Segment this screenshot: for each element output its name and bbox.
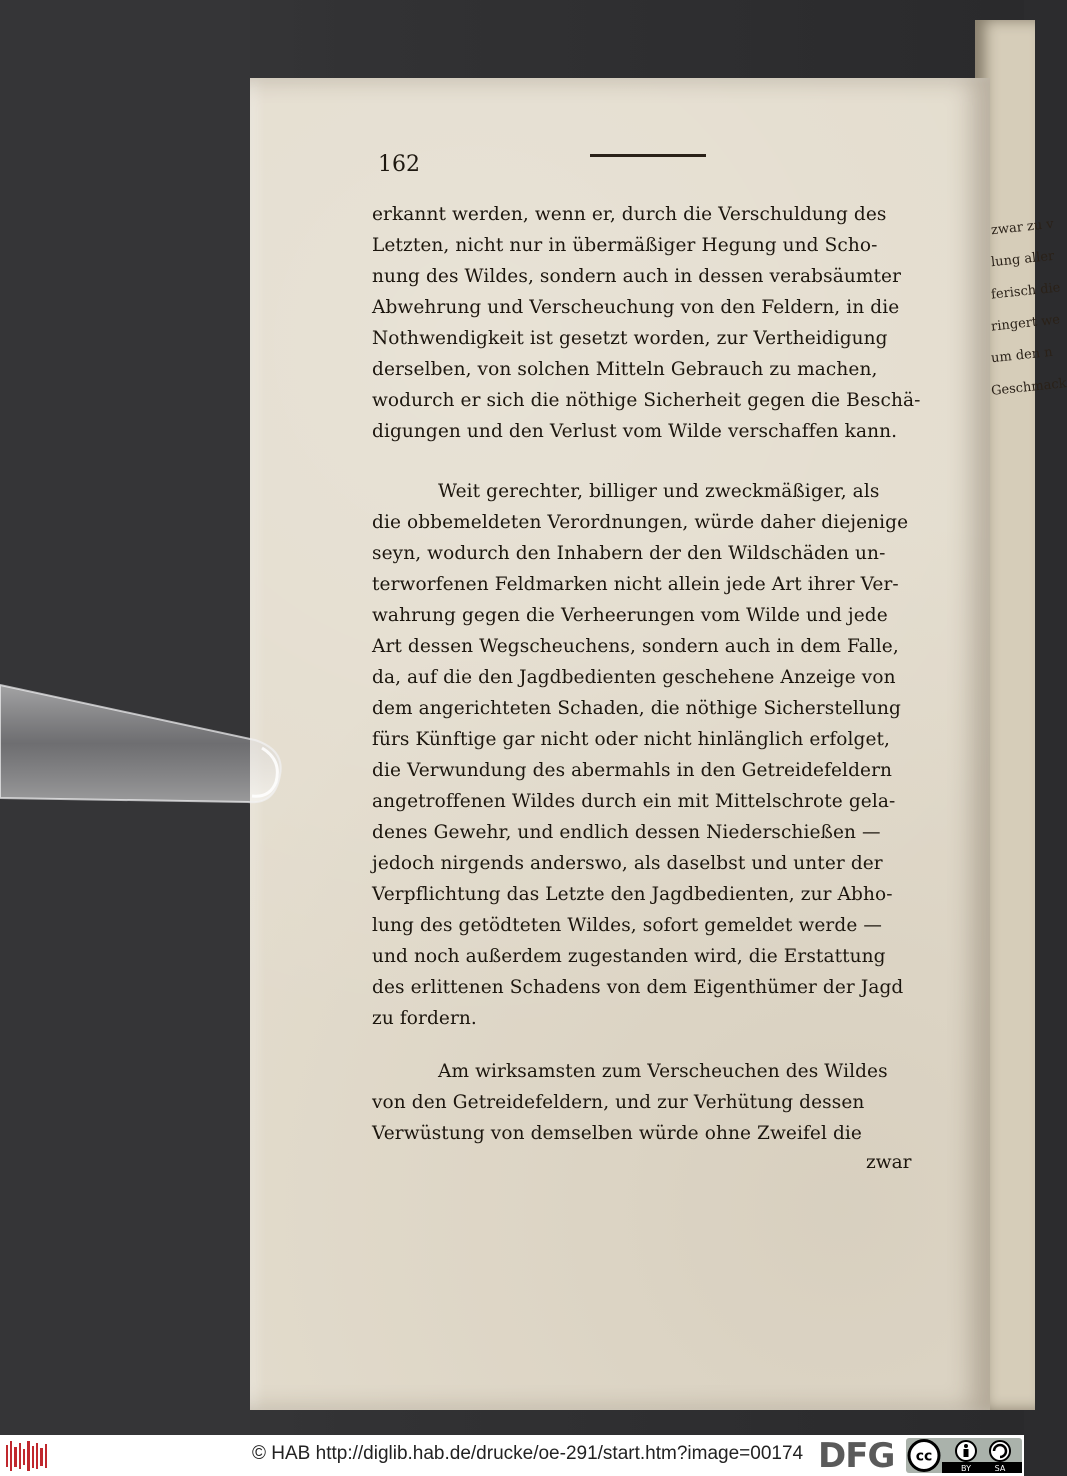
hab-logo-icon <box>6 1441 48 1471</box>
dfg-logo: DFG <box>818 1436 895 1476</box>
text-line: die obbemeldeten Verordnungen, würde daher diejenige <box>372 512 909 533</box>
copyright-link[interactable]: © HAB http://diglib.hab.de/drucke/oe-291/start.htm?image=00174 <box>252 1443 804 1464</box>
adjacent-text-fragment: Geschmack <box>990 376 1067 399</box>
text-line: und noch außerdem zugestanden wird, die Erstattung <box>372 946 886 967</box>
text-line: zu fordern. <box>372 1008 477 1029</box>
adjacent-text-fragment: ferisch die <box>990 280 1062 303</box>
text-line: Letzten, nicht nur in übermäßiger Hegung und Scho- <box>372 235 878 256</box>
text-line: denes Gewehr, und endlich dessen Niederschießen — <box>372 822 881 843</box>
text-line: Am wirksamsten zum Verscheuchen des Wildes <box>438 1061 888 1082</box>
page-number: 162 <box>378 152 420 177</box>
text-line: jedoch nirgends anderswo, als daselbst und unter der <box>372 853 883 874</box>
cc-mark: cc <box>915 1448 933 1465</box>
text-line: nung des Wildes, sondern auch in dessen verabsäumter <box>372 266 902 287</box>
text-line: derselben, von solchen Mitteln Gebrauch zu machen, <box>372 359 878 380</box>
header-rule <box>590 154 706 157</box>
text-line: Verpflichtung das Letzte den Jagdbedienten, zur Abho- <box>372 884 893 905</box>
text-line: seyn, wodurch den Inhabern der den Wildschäden un- <box>372 543 886 564</box>
text-line: digungen und den Verlust vom Wilde verschaffen kann. <box>372 421 898 442</box>
text-line: des erlittenen Schadens von dem Eigenthümer der Jagd <box>372 977 904 998</box>
text-line: terworfenen Feldmarken nicht allein jede Art ihrer Ver- <box>372 574 899 595</box>
text-line: Weit gerechter, billiger und zweckmäßiger, als <box>438 481 880 502</box>
catchword: zwar <box>866 1152 912 1173</box>
text-line: wahrung gegen die Verheerungen vom Wilde und jede <box>372 605 888 626</box>
adjacent-text-fragment: ringert we <box>990 312 1061 335</box>
adjacent-text-fragment: lung aller <box>990 248 1055 271</box>
adjacent-text-fragment: um den n <box>990 344 1054 367</box>
adjacent-text-fragment: zwar zu v <box>990 216 1055 239</box>
text-line: die Verwundung des abermahls in den Getreidefeldern <box>372 760 893 781</box>
text-line: lung des getödteten Wildes, sofort gemeldet werde — <box>372 915 882 936</box>
text-line: Abwehrung und Verscheuchung von den Feldern, in die <box>372 297 900 318</box>
cc-by-label: BY <box>961 1464 971 1473</box>
text-line: da, auf die den Jagdbedienten geschehene Anzeige von <box>372 667 896 688</box>
text-line: wodurch er sich die nöthige Sicherheit gegen die Beschä- <box>372 390 921 411</box>
text-line: angetroffenen Wildes durch ein mit Mittelschrote gela- <box>372 791 896 812</box>
text-line: fürs Künftige gar nicht oder nicht hinlänglich erfolget, <box>372 729 891 750</box>
text-line: von den Getreidefeldern, und zur Verhütung dessen <box>372 1092 865 1113</box>
text-line: Verwüstung von demselben würde ohne Zweifel die <box>372 1123 862 1144</box>
text-line: Art dessen Wegscheuchens, sondern auch in dem Falle, <box>372 636 899 657</box>
text-line: Nothwendigkeit ist gesetzt worden, zur Vertheidigung <box>372 328 888 349</box>
page-clip <box>0 680 290 830</box>
text-line: dem angerichteten Schaden, die nöthige Sicherstellung <box>372 698 901 719</box>
cc-sa-label: SA <box>994 1464 1006 1473</box>
text-line: erkannt werden, wenn er, durch die Verschuldung des <box>372 204 887 225</box>
creative-commons-license-icon[interactable] <box>906 1438 1022 1473</box>
page-header <box>378 152 938 182</box>
footer-bar <box>0 1435 1024 1476</box>
